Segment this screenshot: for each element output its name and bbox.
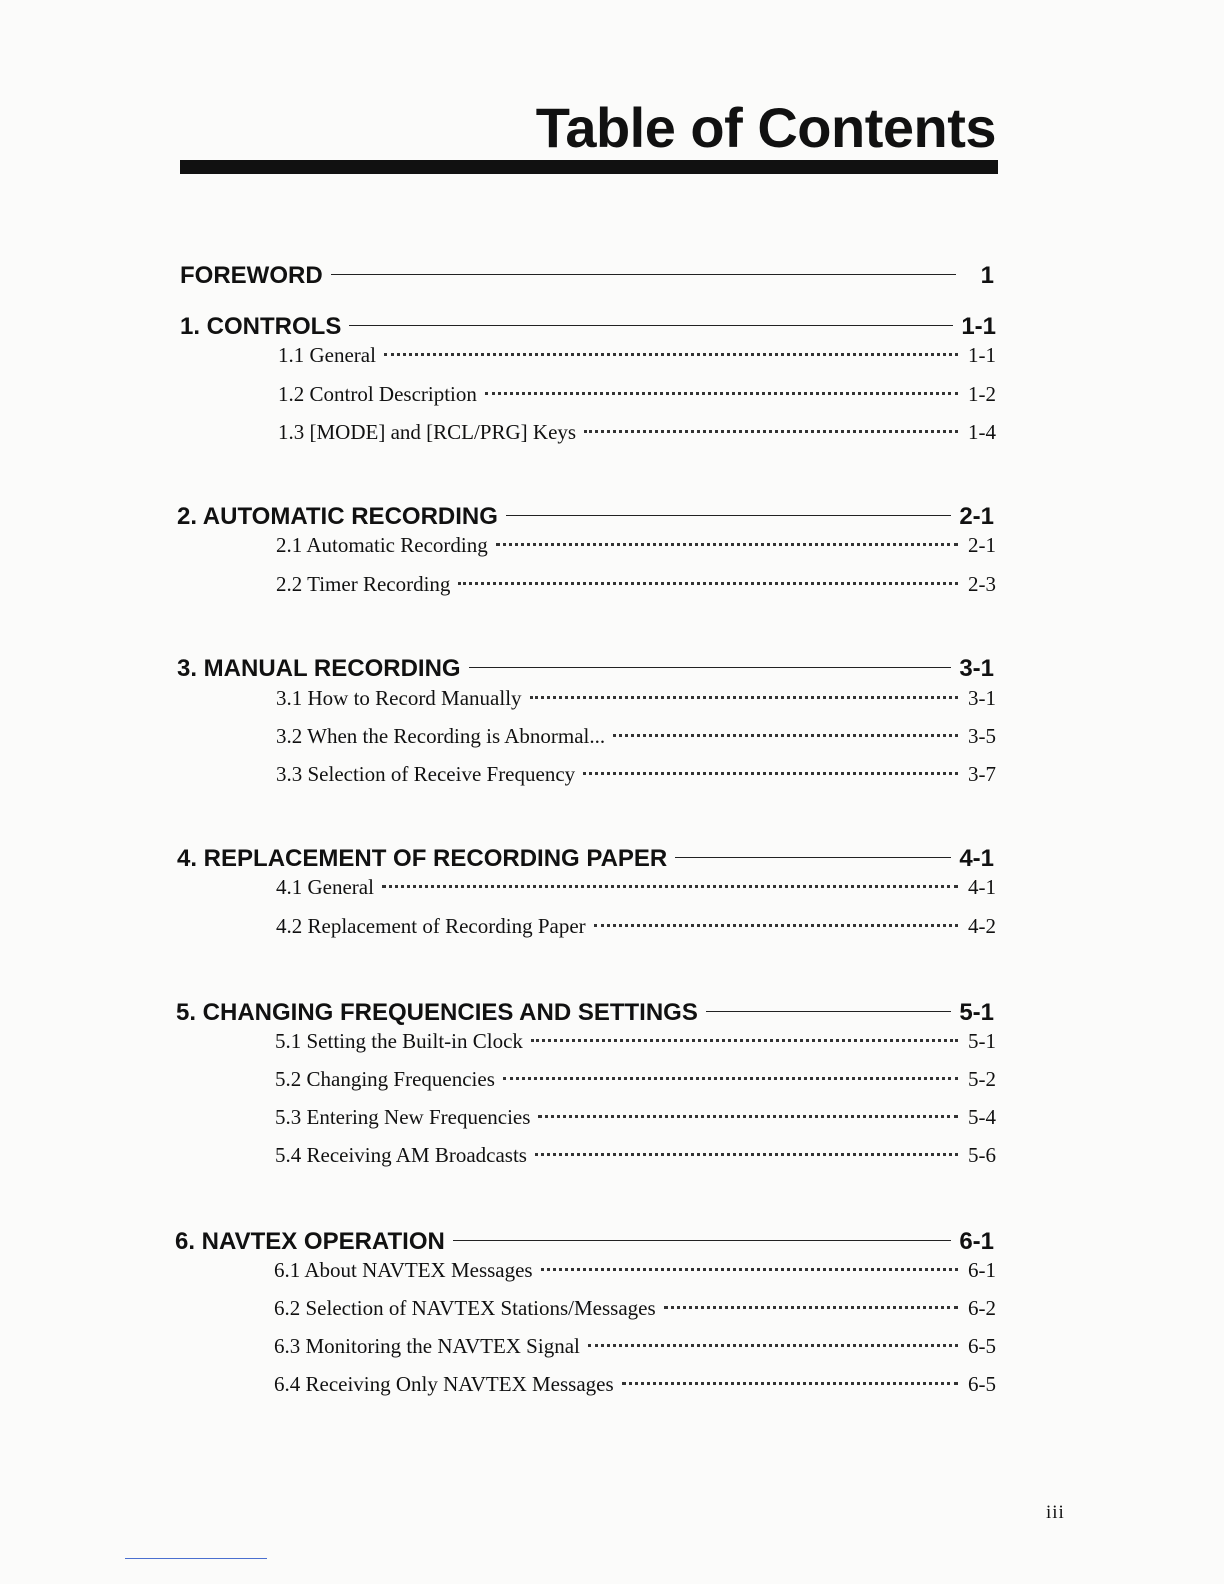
leader-dots (622, 1382, 958, 1385)
toc-page: 4-1 (968, 875, 996, 899)
toc-page: 1-4 (968, 420, 996, 444)
toc-page: 6-5 (968, 1372, 996, 1396)
toc-section-1-3[interactable] (278, 420, 996, 445)
toc-page: 5-1 (959, 999, 994, 1026)
leader-line (675, 857, 951, 858)
toc-page: 2-1 (968, 533, 996, 557)
toc-page: 5-1 (968, 1029, 996, 1053)
toc-page: 6-1 (968, 1258, 996, 1282)
toc-page: 6-1 (959, 1228, 994, 1255)
leader-dots (531, 1039, 958, 1042)
toc-section-4-1[interactable] (276, 875, 996, 900)
toc-page: 3-7 (968, 762, 996, 786)
footer-link-underline (125, 1558, 267, 1559)
toc-label: 4.2 Replacement of Recording Paper (276, 914, 586, 938)
toc-label: FOREWORD (180, 262, 323, 289)
leader-dots (538, 1115, 958, 1118)
toc-label: 1.2 Control Description (278, 382, 477, 406)
leader-dots (584, 430, 958, 433)
toc-label: 1. CONTROLS (180, 313, 342, 340)
toc-section-2-2[interactable] (276, 572, 996, 597)
toc-page: 3-1 (968, 686, 996, 710)
title-rule (180, 160, 998, 174)
toc-chapter-1[interactable] (180, 313, 996, 341)
toc-label: 3. MANUAL RECORDING (177, 655, 461, 682)
toc-page: 6-5 (968, 1334, 996, 1358)
leader-line (453, 1240, 952, 1241)
leader-line (469, 667, 952, 668)
toc-chapter-3[interactable] (177, 655, 994, 683)
toc-page: 2-1 (959, 503, 994, 530)
toc-page: 1-1 (961, 313, 996, 340)
toc-section-6-3[interactable] (274, 1334, 996, 1359)
toc-section-6-4[interactable] (274, 1372, 996, 1397)
toc-label: 3.3 Selection of Receive Frequency (276, 762, 576, 786)
toc-label: 6.2 Selection of NAVTEX Stations/Messages (274, 1296, 656, 1320)
toc-entry-foreword[interactable] (180, 262, 994, 290)
toc-page: 6-2 (968, 1296, 996, 1320)
toc-page: 1 (980, 262, 994, 289)
toc-label: 6.4 Receiving Only NAVTEX Messages (274, 1372, 614, 1396)
toc-section-5-2[interactable] (275, 1067, 996, 1092)
toc-label: 2.1 Automatic Recording (276, 533, 488, 557)
toc-chapter-2[interactable] (177, 503, 994, 531)
toc-label: 2. AUTOMATIC RECORDING (177, 503, 498, 530)
leader-dots (503, 1077, 958, 1080)
leader-dots (583, 772, 958, 775)
toc-section-3-3[interactable] (276, 762, 996, 787)
toc-section-6-2[interactable] (274, 1296, 996, 1321)
toc-page: 5-2 (968, 1067, 996, 1091)
toc-section-4-2[interactable] (276, 914, 996, 939)
toc-label: 6. NAVTEX OPERATION (175, 1228, 445, 1255)
leader-dots (594, 924, 958, 927)
leader-dots (613, 734, 958, 737)
toc-label: 2.2 Timer Recording (276, 572, 451, 596)
toc-chapter-5[interactable] (176, 999, 994, 1027)
leader-dots (496, 543, 958, 546)
toc-section-2-1[interactable] (276, 533, 996, 558)
leader-line (349, 325, 953, 326)
toc-section-5-4[interactable] (275, 1143, 996, 1168)
toc-chapter-6[interactable] (175, 1228, 994, 1256)
toc-page: 5-6 (968, 1143, 996, 1167)
leader-dots (382, 885, 958, 888)
toc-label: 1.3 [MODE] and [RCL/PRG] Keys (278, 420, 577, 444)
toc-label: 3.1 How to Record Manually (276, 686, 522, 710)
toc-label: 5.1 Setting the Built-in Clock (275, 1029, 523, 1053)
toc-section-5-3[interactable] (275, 1105, 996, 1130)
leader-dots (458, 582, 958, 585)
toc-page: 4-2 (968, 914, 996, 938)
toc-label: 3.2 When the Recording is Abnormal... (276, 724, 606, 748)
toc-page: 1-2 (968, 382, 996, 406)
toc-label: 5.4 Receiving AM Broadcasts (275, 1143, 527, 1167)
toc-label: 6.1 About NAVTEX Messages (274, 1258, 533, 1282)
toc-section-6-1[interactable] (274, 1258, 996, 1283)
page-title: Table of Contents (535, 96, 996, 159)
leader-dots (588, 1344, 958, 1347)
toc-label: 6.3 Monitoring the NAVTEX Signal (274, 1334, 580, 1358)
leader-dots (541, 1268, 958, 1271)
toc-page: 1-1 (968, 343, 996, 367)
leader-dots (485, 392, 958, 395)
leader-line (331, 274, 956, 275)
toc-section-1-1[interactable] (278, 343, 996, 368)
toc-label: 5. CHANGING FREQUENCIES AND SETTINGS (176, 999, 698, 1026)
toc-label: 4. REPLACEMENT OF RECORDING PAPER (177, 845, 668, 872)
toc-section-3-2[interactable] (276, 724, 996, 749)
page-number: iii (1046, 1502, 1065, 1523)
toc-page: 3-1 (959, 655, 994, 682)
leader-dots (535, 1153, 958, 1156)
toc-chapter-4[interactable] (177, 845, 994, 873)
toc-section-3-1[interactable] (276, 686, 996, 711)
toc-label: 4.1 General (276, 875, 374, 899)
toc-label: 1.1 General (278, 343, 376, 367)
leader-line (706, 1011, 951, 1012)
leader-dots (530, 696, 958, 699)
toc-section-1-2[interactable] (278, 382, 996, 407)
toc-page: 4-1 (959, 845, 994, 872)
leader-dots (664, 1306, 958, 1309)
toc-page: 2-3 (968, 572, 996, 596)
toc-label: 5.2 Changing Frequencies (275, 1067, 495, 1091)
toc-label: 5.3 Entering New Frequencies (275, 1105, 531, 1129)
leader-dots (384, 353, 958, 356)
toc-page: 3-5 (968, 724, 996, 748)
toc-section-5-1[interactable] (275, 1029, 996, 1054)
toc-page: 5-4 (968, 1105, 996, 1129)
leader-line (506, 515, 951, 516)
